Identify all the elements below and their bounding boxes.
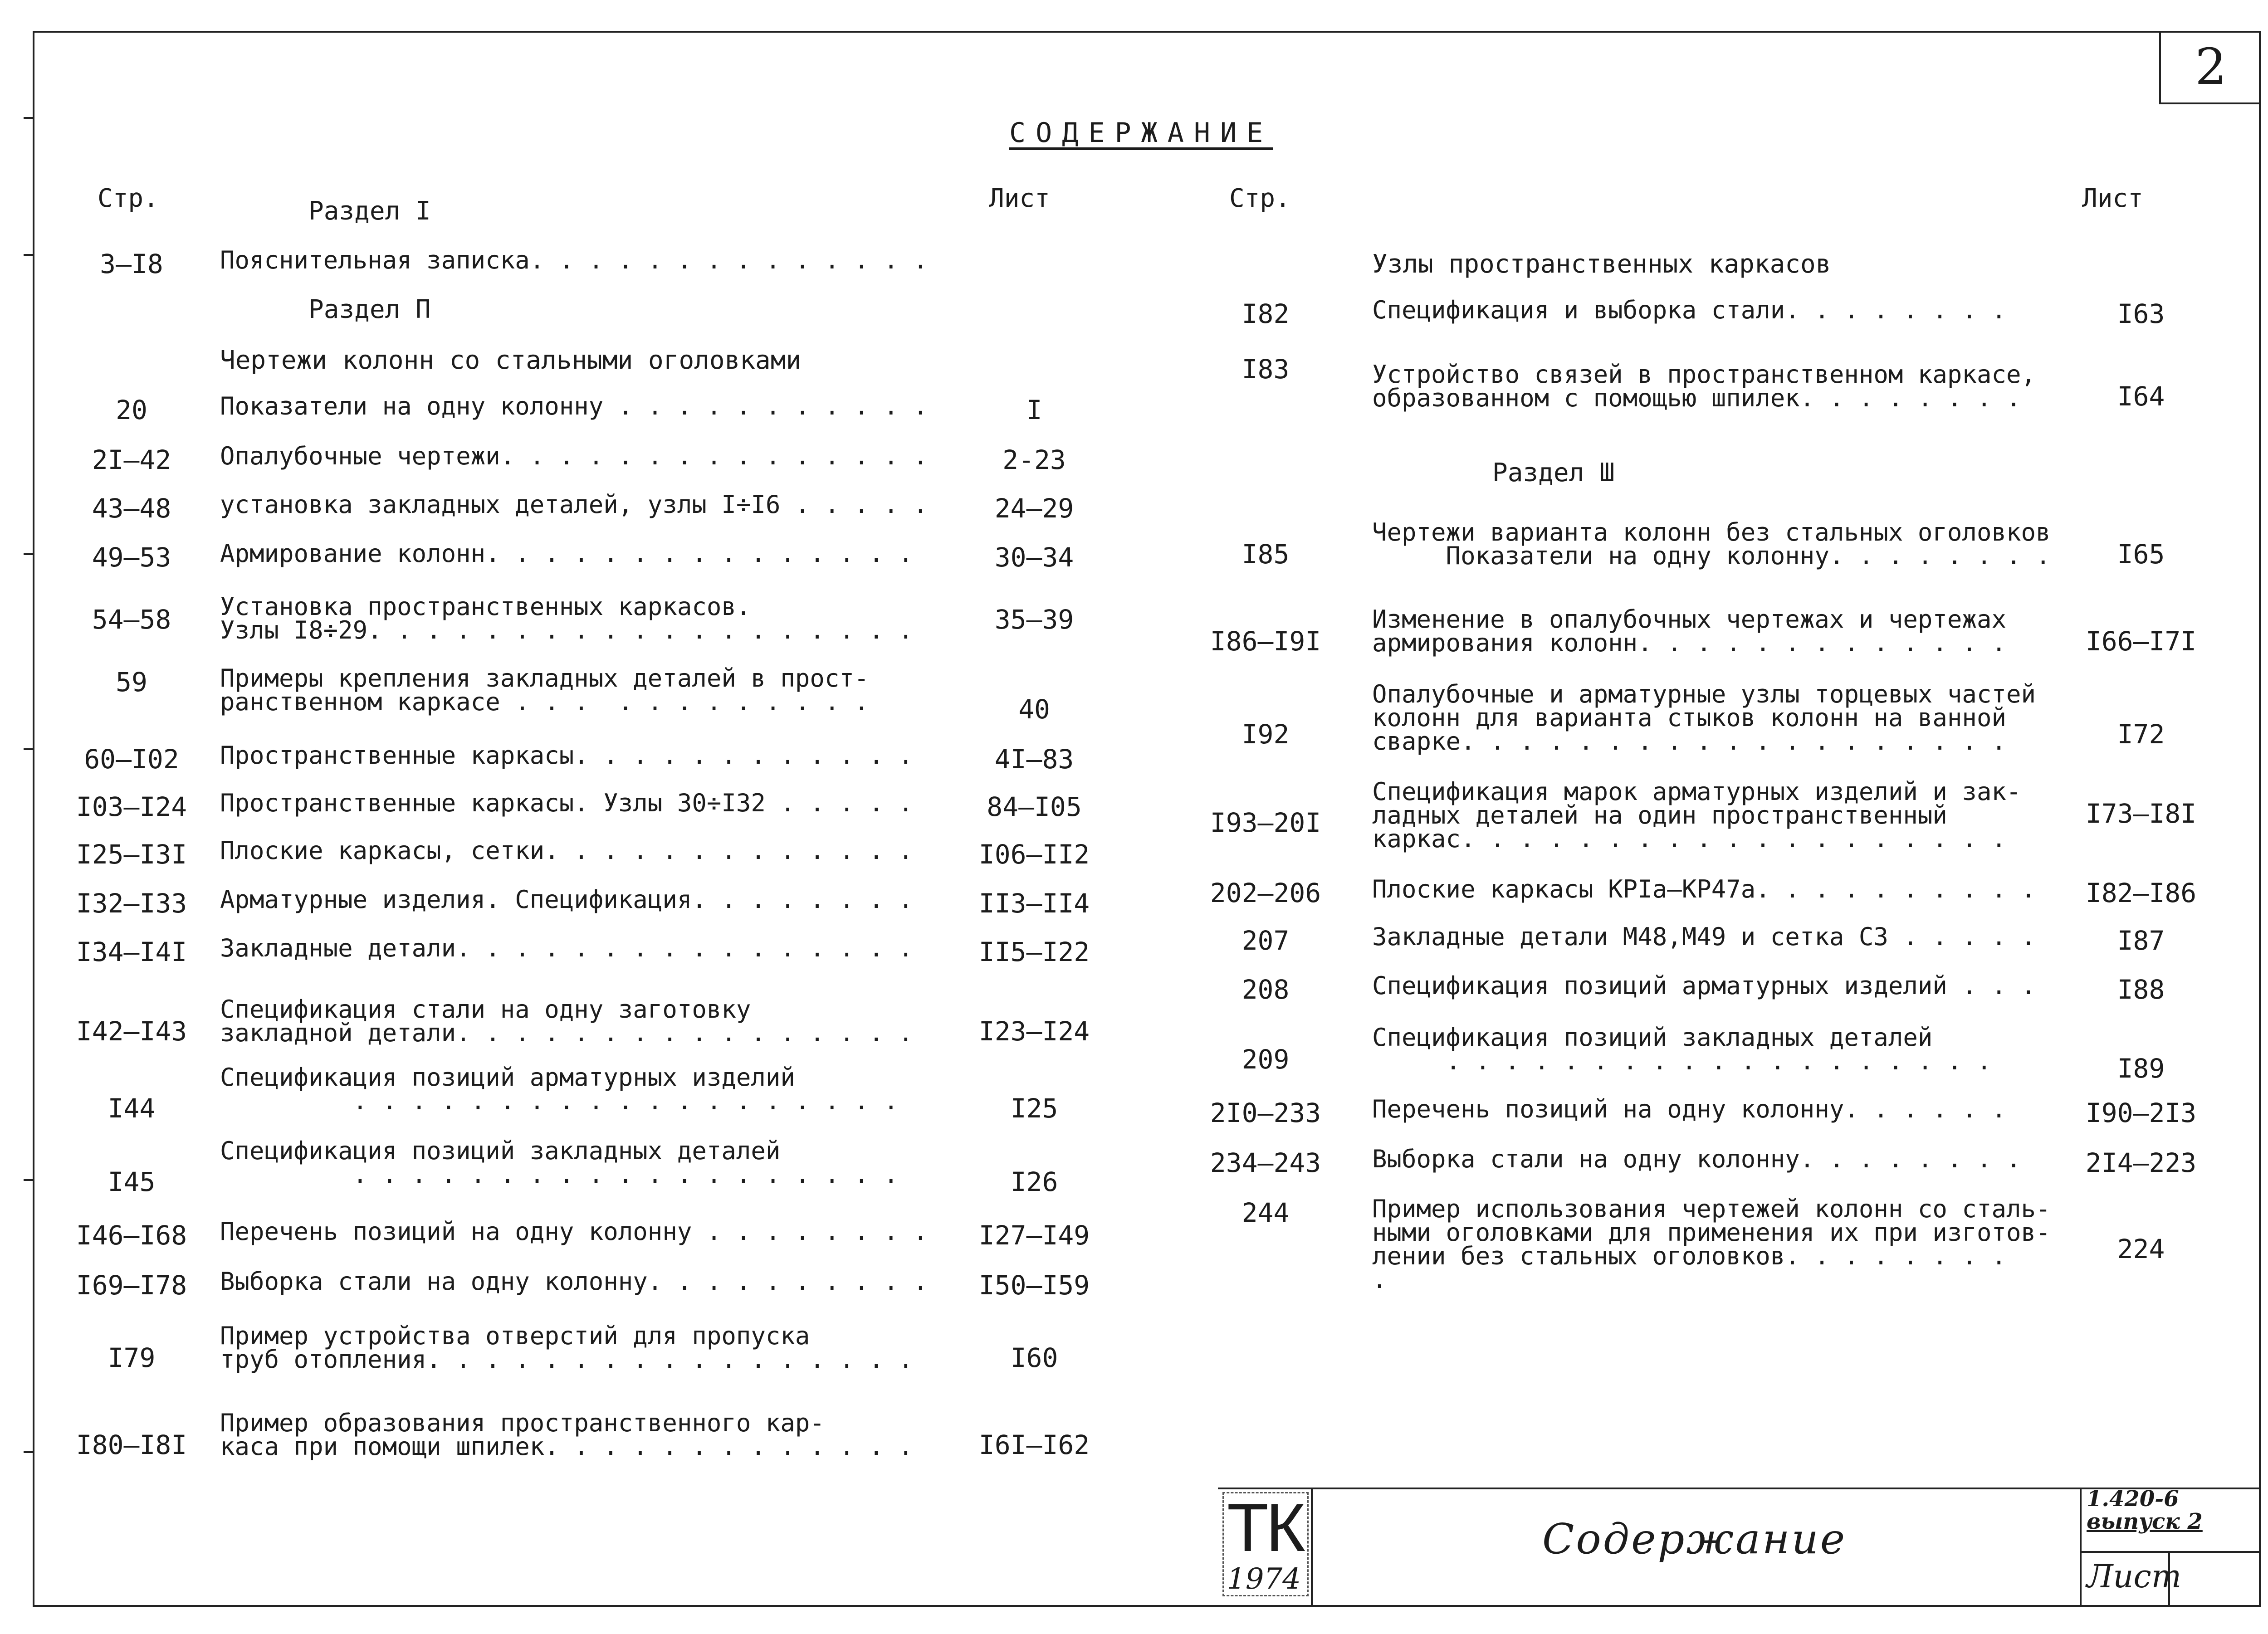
right-row-title: Устройство связей в пространственном каркасе, образованном с помощью шпилек. . . . . . . . <box>1372 360 2036 412</box>
right-row-sheet: I73–I8I <box>2085 798 2197 829</box>
margin-tick <box>24 553 34 555</box>
right-section-3: Раздел Ш <box>1492 458 1615 488</box>
right-row-title: Чертежи варианта колонн без стальных оголовков Показатели на одну колонну. . . . . . . . <box>1372 518 2051 570</box>
right-row-page: 209 <box>1242 1044 1290 1075</box>
stamp-year: 1974 <box>1227 1562 1301 1596</box>
margin-tick <box>24 254 34 256</box>
right-row-page: 202–206 <box>1210 878 1321 908</box>
left-row-title: Плоские каркасы, сетки. . . . . . . . . . . . . <box>220 836 914 865</box>
right-row-title: Пример использования чертежей колонн со сталь- ными оголовками для применения их при изготов- лении без стальных оголовков. . . . . . . . . <box>1372 1195 2051 1294</box>
right-row-title: Опалубочные и арматурные узлы торцевых частей колонн для варианта стыков колонн на ванной сварке. . . . . . . . . . . . . . . . . . . <box>1372 680 2036 756</box>
left-row-sheet: II5–I22 <box>978 937 1090 967</box>
left-row-sheet: I60 <box>1010 1342 1058 1373</box>
right-sheet-header: Лист <box>2082 184 2143 213</box>
right-row-sheet: I88 <box>2117 974 2165 1005</box>
left-row-sheet: I26 <box>1010 1166 1058 1197</box>
right-row-page: I93–20I <box>1210 807 1321 838</box>
margin-tick <box>24 748 34 750</box>
right-row-title: Плоские каркасы КРIа–КР47а. . . . . . . . . . <box>1372 875 2036 903</box>
left-row-page: I45 <box>108 1166 156 1197</box>
right-row-page: I86–I9I <box>1210 626 1321 657</box>
left-row-title: Спецификация позиций арматурных изделий . . . . . . . . . . . . . . . . . . . <box>220 1063 899 1115</box>
left-row-title: Перечень позиций на одну колонну . . . . . . . . <box>220 1217 928 1246</box>
left-row-title: Пример устройства отверстий для пропуска труб отопления. . . . . . . . . . . . . . . . . <box>220 1322 914 1374</box>
title-block-divider <box>2080 1488 2082 1607</box>
left-heading-columns: Чертежи колонн со стальными оголовками <box>220 346 802 375</box>
right-row-page: 208 <box>1242 974 1290 1005</box>
right-row-sheet: I87 <box>2117 925 2165 956</box>
right-row-sheet: 2I4–223 <box>2085 1147 2197 1178</box>
left-row-page: I79 <box>108 1342 156 1373</box>
right-row-page: 244 <box>1242 1197 1290 1228</box>
left-row-title: Примеры крепления закладных деталей в прост- ранственном каркасе . . . . . . . . . . . . <box>220 664 869 716</box>
stamp-letters: ТК <box>1227 1489 1303 1566</box>
left-row-title: установка закладных деталей, узлы I÷I6 . . . . . <box>220 490 928 519</box>
title-block-divider <box>1311 1488 1313 1607</box>
left-page-header: Стр. <box>98 184 159 213</box>
right-row-sheet: I89 <box>2117 1053 2165 1084</box>
left-row-title: Арматурные изделия. Спецификация. . . . . . . . <box>220 885 914 914</box>
right-row-sheet: 224 <box>2117 1234 2165 1264</box>
left-row-title: Спецификация стали на одну заготовку закладной детали. . . . . . . . . . . . . . . . <box>220 995 914 1047</box>
page-number: 2 <box>2159 31 2261 104</box>
left-row-page: I80–I8I <box>76 1429 187 1460</box>
left-row-sheet: II3–II4 <box>978 888 1090 919</box>
left-row-page: 49–53 <box>92 542 171 573</box>
left-row-title: Пояснительная записка. . . . . . . . . . . . . . <box>220 246 928 274</box>
right-row-title: Спецификация позиций арматурных изделий . . . <box>1372 971 2036 1000</box>
left-row-page: 2I–42 <box>92 444 171 475</box>
margin-tick <box>24 1451 34 1453</box>
right-row-title: Закладные детали М48,М49 и сетка С3 . . . . . <box>1372 922 2036 951</box>
left-row-page: I44 <box>108 1093 156 1124</box>
left-row-sheet: I27–I49 <box>978 1220 1090 1251</box>
left-row-page: I42–I43 <box>76 1016 187 1047</box>
title-block-divider <box>2080 1551 2261 1553</box>
left-row-page: 20 <box>116 395 147 425</box>
left-row-page: 43–48 <box>92 493 171 524</box>
right-row-title: Спецификация марок арматурных изделий и зак- ладных деталей на один пространственный каркас. . . . . . . . . . . . . . . . . . . <box>1372 777 2021 853</box>
left-row-title: Выборка стали на одну колонну. . . . . . . . . . <box>220 1267 928 1296</box>
left-sheet-header: Лист <box>989 184 1050 213</box>
title-block-name: Содержание <box>1542 1515 1847 1563</box>
right-row-sheet: I63 <box>2117 298 2165 329</box>
right-row-page: I82 <box>1242 298 1290 329</box>
right-page-header: Стр. <box>1229 184 1290 213</box>
left-row-page: I32–I33 <box>76 888 187 919</box>
right-row-title: Перечень позиций на одну колонну. . . . . . <box>1372 1095 2006 1123</box>
right-row-page: 234–243 <box>1210 1147 1321 1178</box>
right-row-sheet: I64 <box>2117 381 2165 412</box>
right-row-sheet: I66–I7I <box>2085 626 2197 657</box>
right-row-title: Выборка стали на одну колонну. . . . . . . . <box>1372 1145 2021 1173</box>
right-row-page: I85 <box>1242 539 1290 570</box>
left-section-2: Раздел П <box>308 295 431 324</box>
left-row-title: Опалубочные чертежи. . . . . . . . . . . . . . . <box>220 442 928 470</box>
right-row-page: 207 <box>1242 925 1290 956</box>
right-row-title: Спецификация позиций закладных деталей . . . . . . . . . . . . . . . . . . . <box>1372 1023 1992 1075</box>
left-row-title: Пространственные каркасы. . . . . . . . . . . . <box>220 741 914 770</box>
right-row-title: Спецификация и выборка стали. . . . . . . . <box>1372 296 2006 324</box>
right-row-sheet: I82–I86 <box>2085 878 2197 908</box>
left-row-sheet: 84–I05 <box>987 791 1082 822</box>
left-row-page: 59 <box>116 667 147 697</box>
right-heading-nodes: Узлы пространственных каркасов <box>1372 249 1831 279</box>
title-block-sheet-label: Лист <box>2087 1558 2182 1595</box>
margin-tick <box>24 117 34 119</box>
right-row-page: I92 <box>1242 719 1290 750</box>
right-row-title: Изменение в опалубочных чертежах и чертежах армирования колонн. . . . . . . . . . . . . <box>1372 605 2006 657</box>
left-row-page: I34–I4I <box>76 937 187 967</box>
left-row-page: 60–I02 <box>84 744 179 775</box>
left-row-title: Пример образования пространственного кар- каса при помощи шпилек. . . . . . . . . . . . . <box>220 1409 914 1461</box>
left-row-sheet: 2-23 <box>1002 444 1066 475</box>
left-row-sheet: I6I–I62 <box>978 1429 1090 1460</box>
left-row-title: Пространственные каркасы. Узлы 30÷I32 . . . . . <box>220 789 914 817</box>
code-line-1: 1.420-6 <box>2087 1486 2179 1512</box>
margin-tick <box>24 1179 34 1181</box>
left-row-page: 54–58 <box>92 604 171 635</box>
left-row-title: Показатели на одну колонну . . . . . . . . . . . <box>220 392 928 420</box>
left-row-page: I03–I24 <box>76 791 187 822</box>
left-row-page: 3–I8 <box>100 249 163 279</box>
left-section-header: Раздел I <box>308 196 431 226</box>
left-row-sheet: I25 <box>1010 1093 1058 1124</box>
left-row-title: Армирование колонн. . . . . . . . . . . . . . . <box>220 539 914 568</box>
left-row-sheet: I23–I24 <box>978 1016 1090 1047</box>
left-row-title: Закладные детали. . . . . . . . . . . . . . . . <box>220 934 914 962</box>
left-row-sheet: I06–II2 <box>978 839 1090 870</box>
right-row-page: I83 <box>1242 354 1290 385</box>
title-block-code <box>2087 1488 2203 1533</box>
left-row-title: Спецификация позиций закладных деталей . . . . . . . . . . . . . . . . . . . <box>220 1136 899 1189</box>
left-row-sheet: I50–I59 <box>978 1270 1090 1301</box>
right-row-sheet: I90–2I3 <box>2085 1097 2197 1128</box>
left-row-page: I69–I78 <box>76 1270 187 1301</box>
right-row-page: 2I0–233 <box>1210 1097 1321 1128</box>
left-row-sheet: 30–34 <box>994 542 1074 573</box>
left-row-page: I25–I3I <box>76 839 187 870</box>
left-row-sheet: 4I–83 <box>994 744 1074 775</box>
left-row-sheet: 40 <box>1018 694 1050 725</box>
left-row-title: Установка пространственных каркасов. Узлы I8÷29. . . . . . . . . . . . . . . . . . . <box>220 592 914 644</box>
right-row-sheet: I72 <box>2117 719 2165 750</box>
left-row-sheet: I <box>1026 395 1042 425</box>
left-row-sheet: 35–39 <box>994 604 1074 635</box>
left-row-page: I46–I68 <box>76 1220 187 1251</box>
left-row-sheet: 24–29 <box>994 493 1074 524</box>
document-title: СОДЕРЖАНИЕ <box>1009 117 1273 149</box>
code-line-2: выпуск 2 <box>2087 1509 2203 1534</box>
right-row-sheet: I65 <box>2117 539 2165 570</box>
